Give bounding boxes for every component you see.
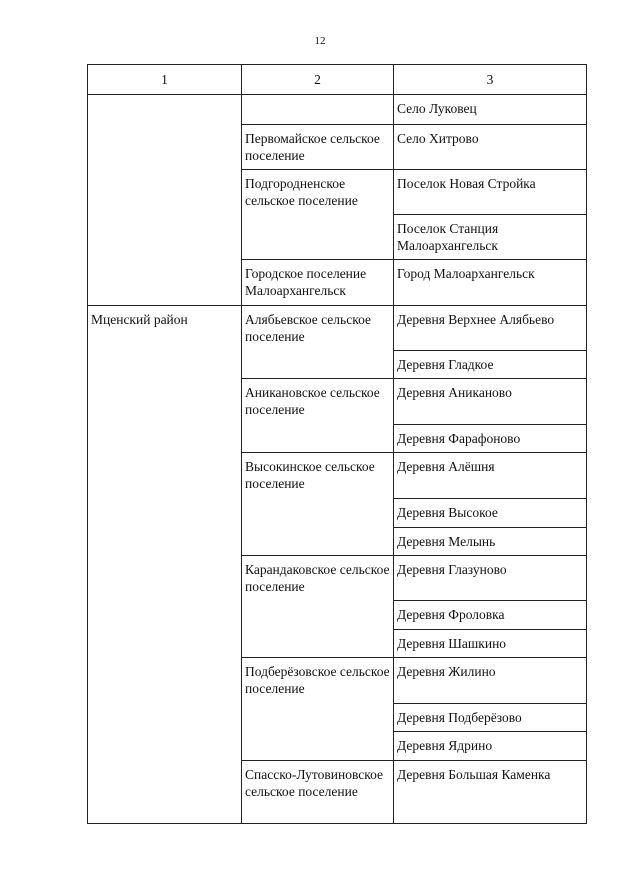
village-cell: Деревня Жилино	[394, 658, 587, 704]
settlement-cell: Карандаковское сельское поселение	[242, 556, 394, 658]
settlement-cell: Спасско-Лутовиновское сельское поселение	[242, 761, 394, 824]
village-cell: Поселок Станция Малоархангельск	[394, 215, 587, 260]
village-cell: Деревня Ядрино	[394, 732, 587, 761]
village-cell: Деревня Глазуново	[394, 556, 587, 601]
settlement-cell: Высокинское сельское поселение	[242, 453, 394, 556]
district-cell-continued	[88, 95, 242, 306]
settlement-cell: Первомайское сельское поселение	[242, 125, 394, 170]
village-cell: Деревня Высокое	[394, 499, 587, 528]
settlement-cell: Алябьевское сельское поселение	[242, 306, 394, 379]
header-row	[88, 65, 587, 95]
village-cell: Село Хитрово	[394, 125, 587, 170]
district-cell: Мценский район	[88, 306, 242, 824]
village-cell: Город Малоархангельск	[394, 260, 587, 306]
village-cell: Деревня Мелынь	[394, 528, 587, 556]
village-cell: Деревня Большая Каменка	[394, 761, 587, 824]
village-cell: Деревня Аниканово	[394, 379, 587, 425]
village-cell: Село Луковец	[394, 95, 587, 125]
table-row	[88, 306, 587, 351]
village-cell: Деревня Алёшня	[394, 453, 587, 499]
settlement-cell: Подгородненское сельское поселение	[242, 170, 394, 260]
header-col-2: 2	[242, 65, 394, 95]
header-col-1: 1	[88, 65, 242, 95]
village-cell: Деревня Верхнее Алябьево	[394, 306, 587, 351]
village-cell: Деревня Фарафоново	[394, 425, 587, 453]
settlement-cell: Городское поселение Малоархангельск	[242, 260, 394, 306]
settlement-cell: Подберёзовское сельское поселение	[242, 658, 394, 761]
page-number: 12	[314, 35, 326, 47]
settlement-cell: Аникановское сельское поселение	[242, 379, 394, 453]
village-cell: Деревня Фроловка	[394, 601, 587, 630]
table-row	[88, 95, 587, 125]
header-col-3: 3	[394, 65, 587, 95]
settlements-table	[87, 64, 587, 824]
village-cell: Деревня Шашкино	[394, 630, 587, 658]
village-cell: Деревня Гладкое	[394, 351, 587, 379]
village-cell: Поселок Новая Стройка	[394, 170, 587, 215]
settlement-cell-continued	[242, 95, 394, 125]
village-cell: Деревня Подберёзово	[394, 704, 587, 732]
